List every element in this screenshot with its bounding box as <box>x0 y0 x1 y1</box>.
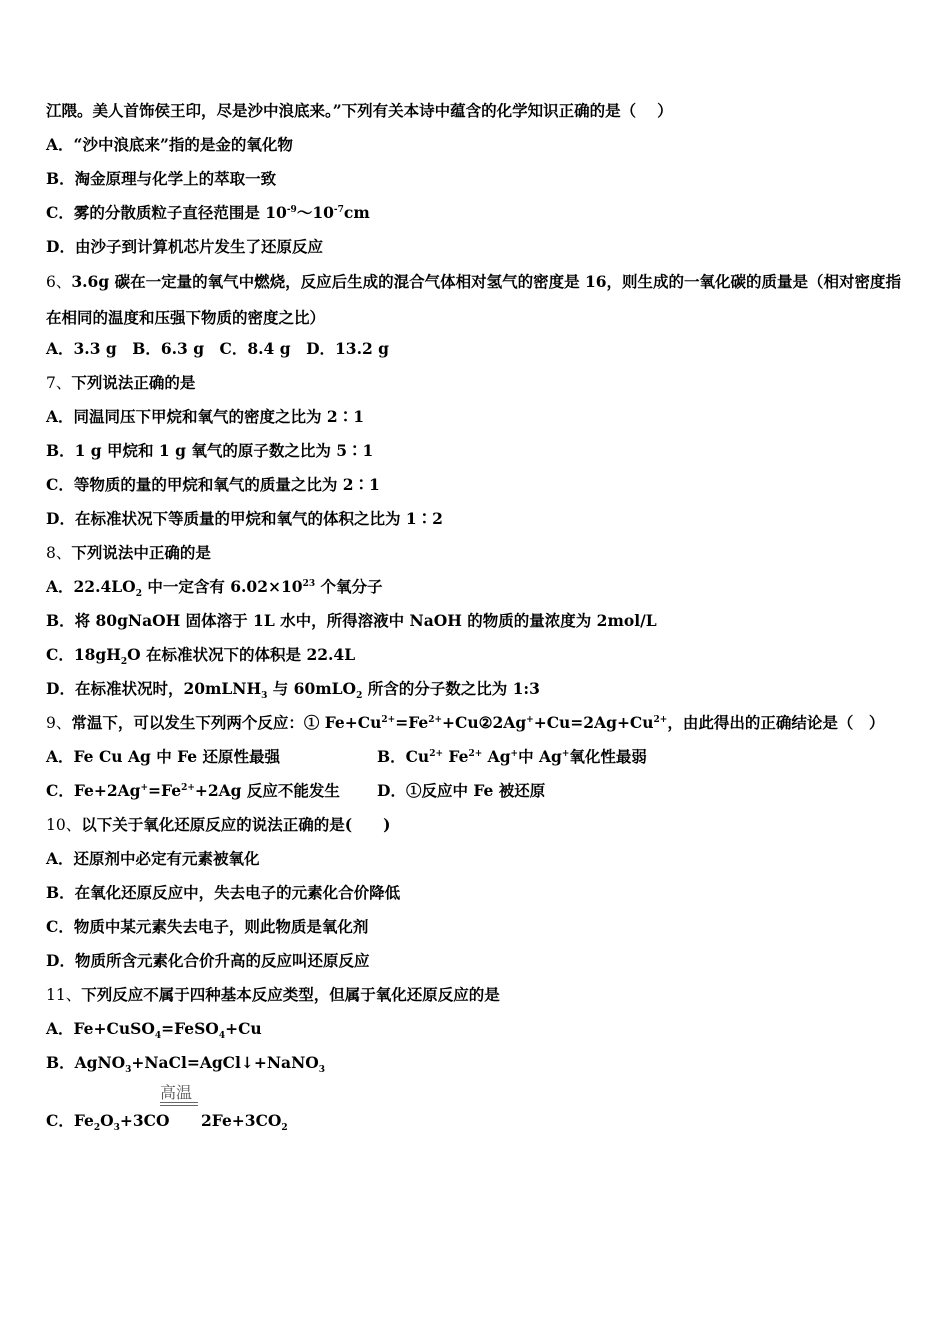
text-line <box>46 608 916 642</box>
text-segment: D．由沙子到计算机芯片发生了还原反应 <box>46 237 323 256</box>
equation-option-c <box>46 1084 916 1144</box>
text-segment: +Cu=2Ag+Cu <box>533 713 654 732</box>
question-stem <box>46 812 916 846</box>
text-segment: +Cu②2Ag <box>442 713 527 732</box>
text-segment: O 在标准状况下的体积是 22.4L <box>127 645 356 664</box>
text-segment: C．等物质的量的甲烷和氧气的质量之比为 2∶1 <box>46 475 380 494</box>
text-segment: =Fe <box>148 781 182 800</box>
text-segment: A．22.4LO <box>46 577 136 596</box>
subscript: 4 <box>218 1031 226 1042</box>
subscript: 3 <box>113 1123 120 1134</box>
text-segment: Fe <box>443 747 469 766</box>
question-number: 11、 <box>46 986 82 1004</box>
text-segment: 中一定含有 6.02×10 <box>141 577 303 596</box>
text-segment: O <box>100 1111 114 1130</box>
text-segment: B．AgNO <box>46 1053 126 1072</box>
option-column-2 <box>377 778 545 804</box>
superscript: -7 <box>333 204 344 215</box>
text-segment: 中 Ag <box>518 747 562 766</box>
superscript: + <box>561 748 570 759</box>
text-segment: D．在标准状况下等质量的甲烷和氧气的体积之比为 1∶2 <box>46 509 443 528</box>
text-segment: +Cu <box>225 1019 262 1038</box>
superscript: + <box>140 782 149 793</box>
subscript: 3 <box>261 691 268 702</box>
text-segment: 江隈。美人首饰侯王印，尽是沙中浪底来。”下列有关本诗中蕴含的化学知识正确的是（ ） <box>46 101 673 120</box>
text-line <box>46 472 916 506</box>
text-segment: 与 60mLO <box>267 679 357 698</box>
text-line <box>46 404 916 438</box>
text-line <box>46 1016 916 1050</box>
text-line <box>46 642 916 676</box>
text-line <box>46 676 916 710</box>
text-segment: A．Fe+CuSO <box>46 1019 155 1038</box>
text-segment: ，由此得出的正确结论是（ ） <box>667 713 885 732</box>
text-segment: +2Ag 反应不能发生 <box>194 781 340 800</box>
superscript: 2+ <box>428 714 443 725</box>
text-segment: ～10 <box>296 203 334 222</box>
text-line <box>46 1050 916 1084</box>
subscript: 2 <box>135 589 142 600</box>
superscript: 2+ <box>653 714 668 725</box>
text-segment: 2Fe+3CO <box>201 1111 282 1130</box>
subscript: 2 <box>356 691 363 702</box>
text-segment: B．1 g 甲烷和 1 g 氧气的原子数之比为 5∶1 <box>46 441 374 460</box>
products <box>201 1108 288 1134</box>
text-segment: A．同温同压下甲烷和氧气的密度之比为 2∶1 <box>46 407 364 426</box>
text-segment: D．①反应中 Fe 被还原 <box>377 781 546 800</box>
question-number: 6、 <box>46 273 72 291</box>
double-equals-sign <box>160 1102 198 1106</box>
reaction-condition: 高温 <box>160 1083 193 1102</box>
text-segment: C．18gH <box>46 645 121 664</box>
text-line <box>46 336 916 370</box>
question-number: 10、 <box>46 816 82 834</box>
text-segment: B．在氧化还原反应中，失去电子的元素化合价降低 <box>46 883 401 902</box>
text-line <box>46 744 916 778</box>
text-segment: +3CO <box>119 1111 170 1130</box>
text-line <box>46 200 916 234</box>
text-line <box>46 574 916 608</box>
text-line <box>46 166 916 200</box>
superscript: 2+ <box>429 748 444 759</box>
text-segment: B．将 80gNaOH 固体溶于 1L 水中，所得溶液中 NaOH 的物质的量浓度为 2mol/L <box>46 611 657 630</box>
question-number: 9、 <box>46 714 72 732</box>
text-line <box>46 914 916 948</box>
text-segment: +NaCl=AgCl↓+NaNO <box>131 1053 319 1072</box>
text-segment: =FeSO <box>161 1019 219 1038</box>
text-line <box>46 234 916 268</box>
text-segment: 下列反应不属于四种基本反应类型，但属于氧化还原反应的是 <box>81 985 500 1004</box>
text-line <box>46 132 916 166</box>
text-segment: cm <box>343 203 370 222</box>
exam-document <box>46 98 916 1144</box>
reactants <box>46 1108 170 1134</box>
text-segment: =Fe <box>395 713 429 732</box>
question-stem <box>46 710 916 744</box>
text-segment: 以下关于氧化还原反应的说法正确的是( ) <box>81 815 391 834</box>
text-segment: A．“沙中浪底来”指的是金的氧化物 <box>46 135 293 154</box>
text-line <box>46 778 916 812</box>
text-segment: 3.6g 碳在一定量的氧气中燃烧，反应后生成的混合气体相对氢气的密度是 16，则生成的一氧化碳的质量是（相对密度指在相同的温度和压强下物质的密度之比） <box>46 272 902 327</box>
subscript: 2 <box>93 1123 101 1134</box>
text-segment: A．还原剂中必定有元素被氧化 <box>46 849 260 868</box>
option-column-2 <box>377 744 647 770</box>
superscript: + <box>526 714 534 725</box>
text-line <box>46 438 916 472</box>
text-segment: 个氧分子 <box>315 577 383 596</box>
text-segment: B．淘金原理与化学上的萃取一致 <box>46 169 277 188</box>
superscript: + <box>510 748 519 759</box>
superscript: 2+ <box>181 782 195 793</box>
question-number: 7、 <box>46 374 72 392</box>
text-segment: A．Fe Cu Ag 中 Fe 还原性最强 <box>46 747 281 766</box>
subscript: 3 <box>125 1065 132 1076</box>
text-segment: 常温下，可以发生下列两个反应：① Fe+Cu <box>71 713 382 732</box>
text-segment: D．在标准状况时，20mLNH <box>46 679 262 698</box>
subscript: 2 <box>120 657 128 668</box>
text-line <box>46 948 916 982</box>
text-segment: C．物质中某元素失去电子，则此物质是氧化剂 <box>46 917 369 936</box>
text-segment: 氧化性最弱 <box>569 747 647 766</box>
question-stem <box>46 982 916 1016</box>
text-segment: C．Fe+2Ag <box>46 781 141 800</box>
text-segment: 下列说法正确的是 <box>71 373 196 392</box>
text-line <box>46 506 916 540</box>
question-stem <box>46 540 916 574</box>
question-stem <box>46 370 916 404</box>
question-number: 8、 <box>46 544 72 562</box>
text-segment: 所含的分子数之比为 1:3 <box>362 679 540 698</box>
text-line <box>46 98 916 132</box>
text-segment: B．Cu <box>377 747 430 766</box>
subscript: 4 <box>154 1031 162 1042</box>
text-segment: C．雾的分散质粒子直径范围是 10 <box>46 203 287 222</box>
text-segment: Ag <box>482 747 511 766</box>
question-stem <box>46 264 916 336</box>
text-segment: A．3.3 g B．6.3 g C．8.4 g D．13.2 g <box>46 339 389 358</box>
text-line <box>46 846 916 880</box>
text-segment: D．物质所含元素化合价升高的反应叫还原反应 <box>46 951 370 970</box>
text-line <box>46 880 916 914</box>
text-segment: C．Fe <box>46 1111 94 1130</box>
text-segment: 下列说法中正确的是 <box>71 543 211 562</box>
superscript: 23 <box>302 578 316 589</box>
subscript: 3 <box>318 1065 326 1076</box>
subscript: 2 <box>281 1123 288 1134</box>
superscript: 2+ <box>381 714 396 725</box>
superscript: -9 <box>286 204 297 215</box>
superscript: 2+ <box>468 748 483 759</box>
